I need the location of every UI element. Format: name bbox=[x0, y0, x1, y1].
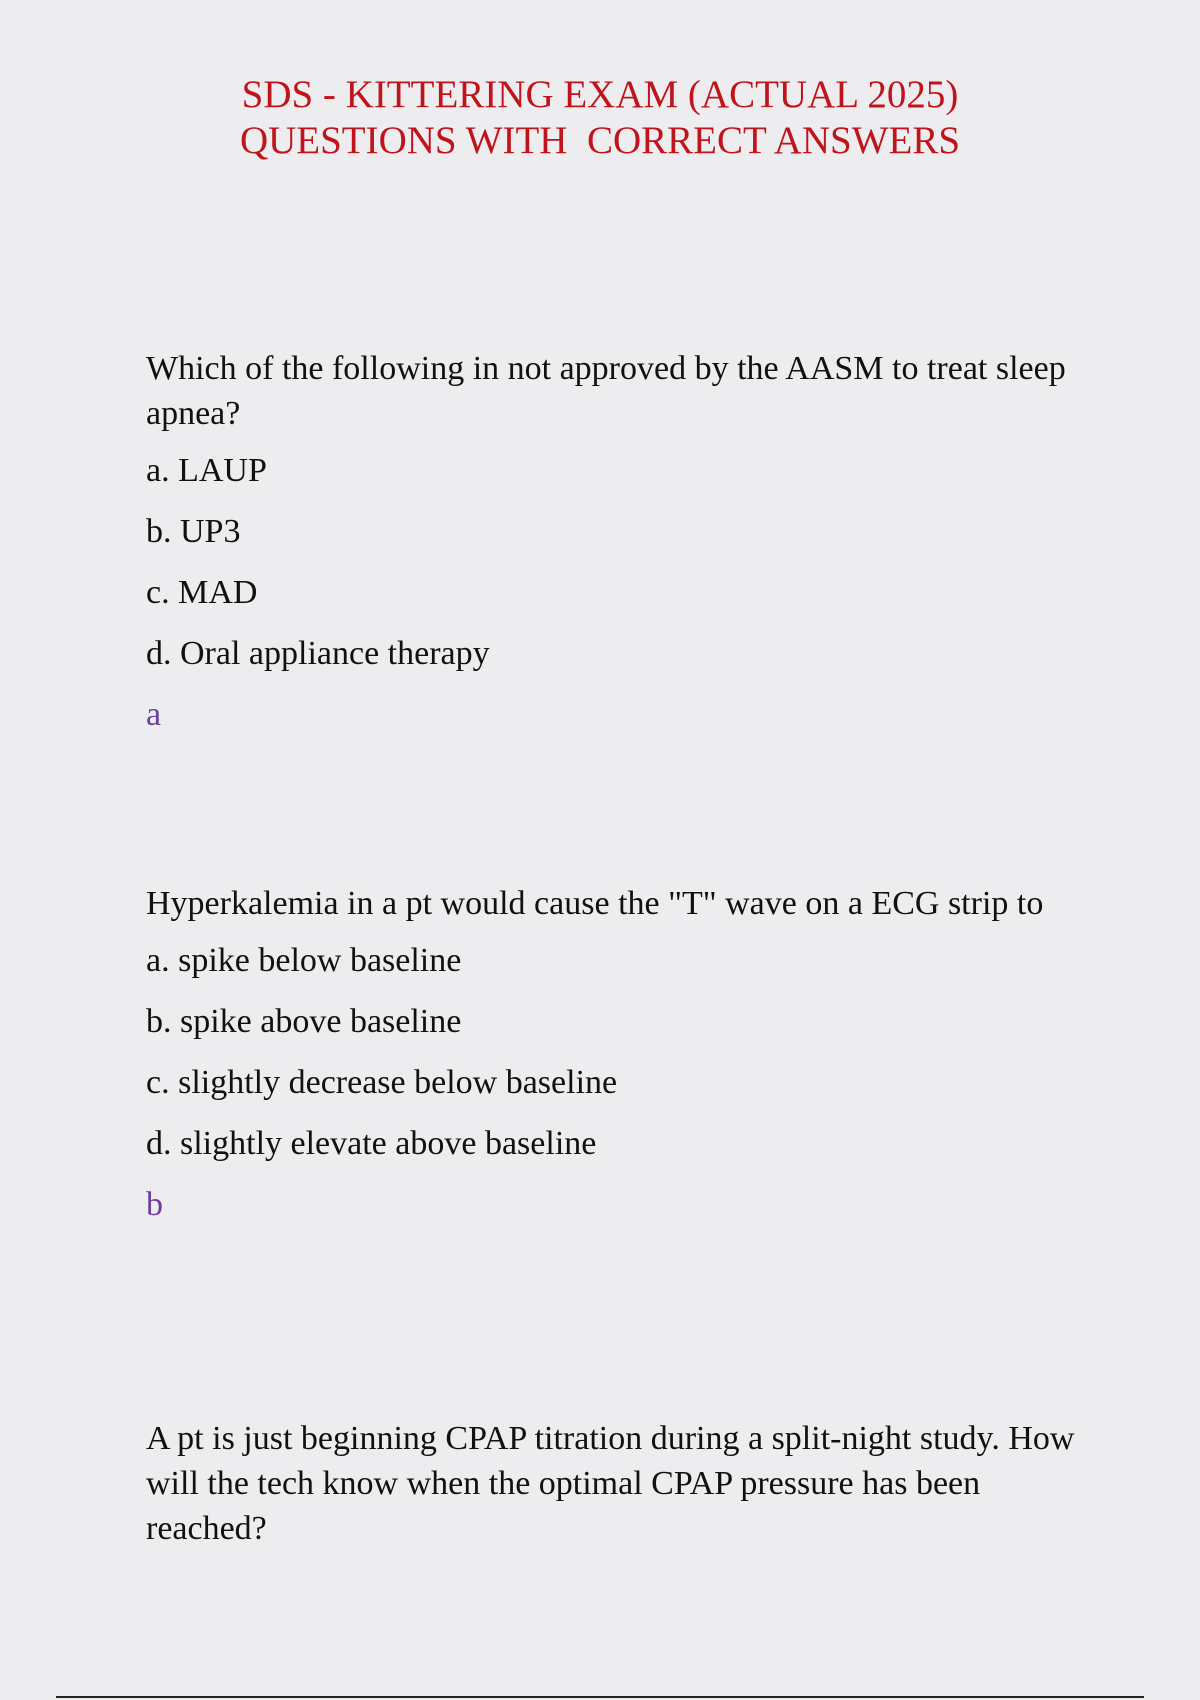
question-2 bbox=[146, 881, 1076, 1225]
correct-answer: a bbox=[146, 696, 162, 733]
option-a: a. spike below baseline bbox=[146, 942, 462, 979]
option-c: c. slightly decrease below baseline bbox=[146, 1064, 618, 1101]
question-1 bbox=[146, 346, 1076, 735]
question-text: Which of the following in not approved by the AASM to treat sleep apnea? bbox=[146, 350, 1066, 432]
option-d: d. Oral appliance therapy bbox=[146, 635, 490, 672]
question-text: Hyperkalemia in a pt would cause the "T" wave on a ECG strip to bbox=[146, 885, 1044, 922]
option-b: b. UP3 bbox=[146, 513, 241, 550]
question-text: A pt is just beginning CPAP titration during a split-night study. How will the tech know when the optimal CPAP pressure has been reached? bbox=[146, 1420, 1075, 1547]
option-d: d. slightly elevate above baseline bbox=[146, 1125, 597, 1162]
option-b: b. spike above baseline bbox=[146, 1003, 462, 1040]
option-a: a. LAUP bbox=[146, 452, 267, 489]
document-title bbox=[0, 72, 1200, 164]
title-line-1: SDS - KITTERING EXAM (ACTUAL 2025) bbox=[241, 73, 959, 116]
title-line-2: QUESTIONS WITH CORRECT ANSWERS bbox=[239, 119, 961, 162]
question-3 bbox=[146, 1416, 1076, 1566]
correct-answer: b bbox=[146, 1186, 163, 1223]
option-c: c. MAD bbox=[146, 574, 258, 611]
page-divider bbox=[56, 1696, 1144, 1698]
